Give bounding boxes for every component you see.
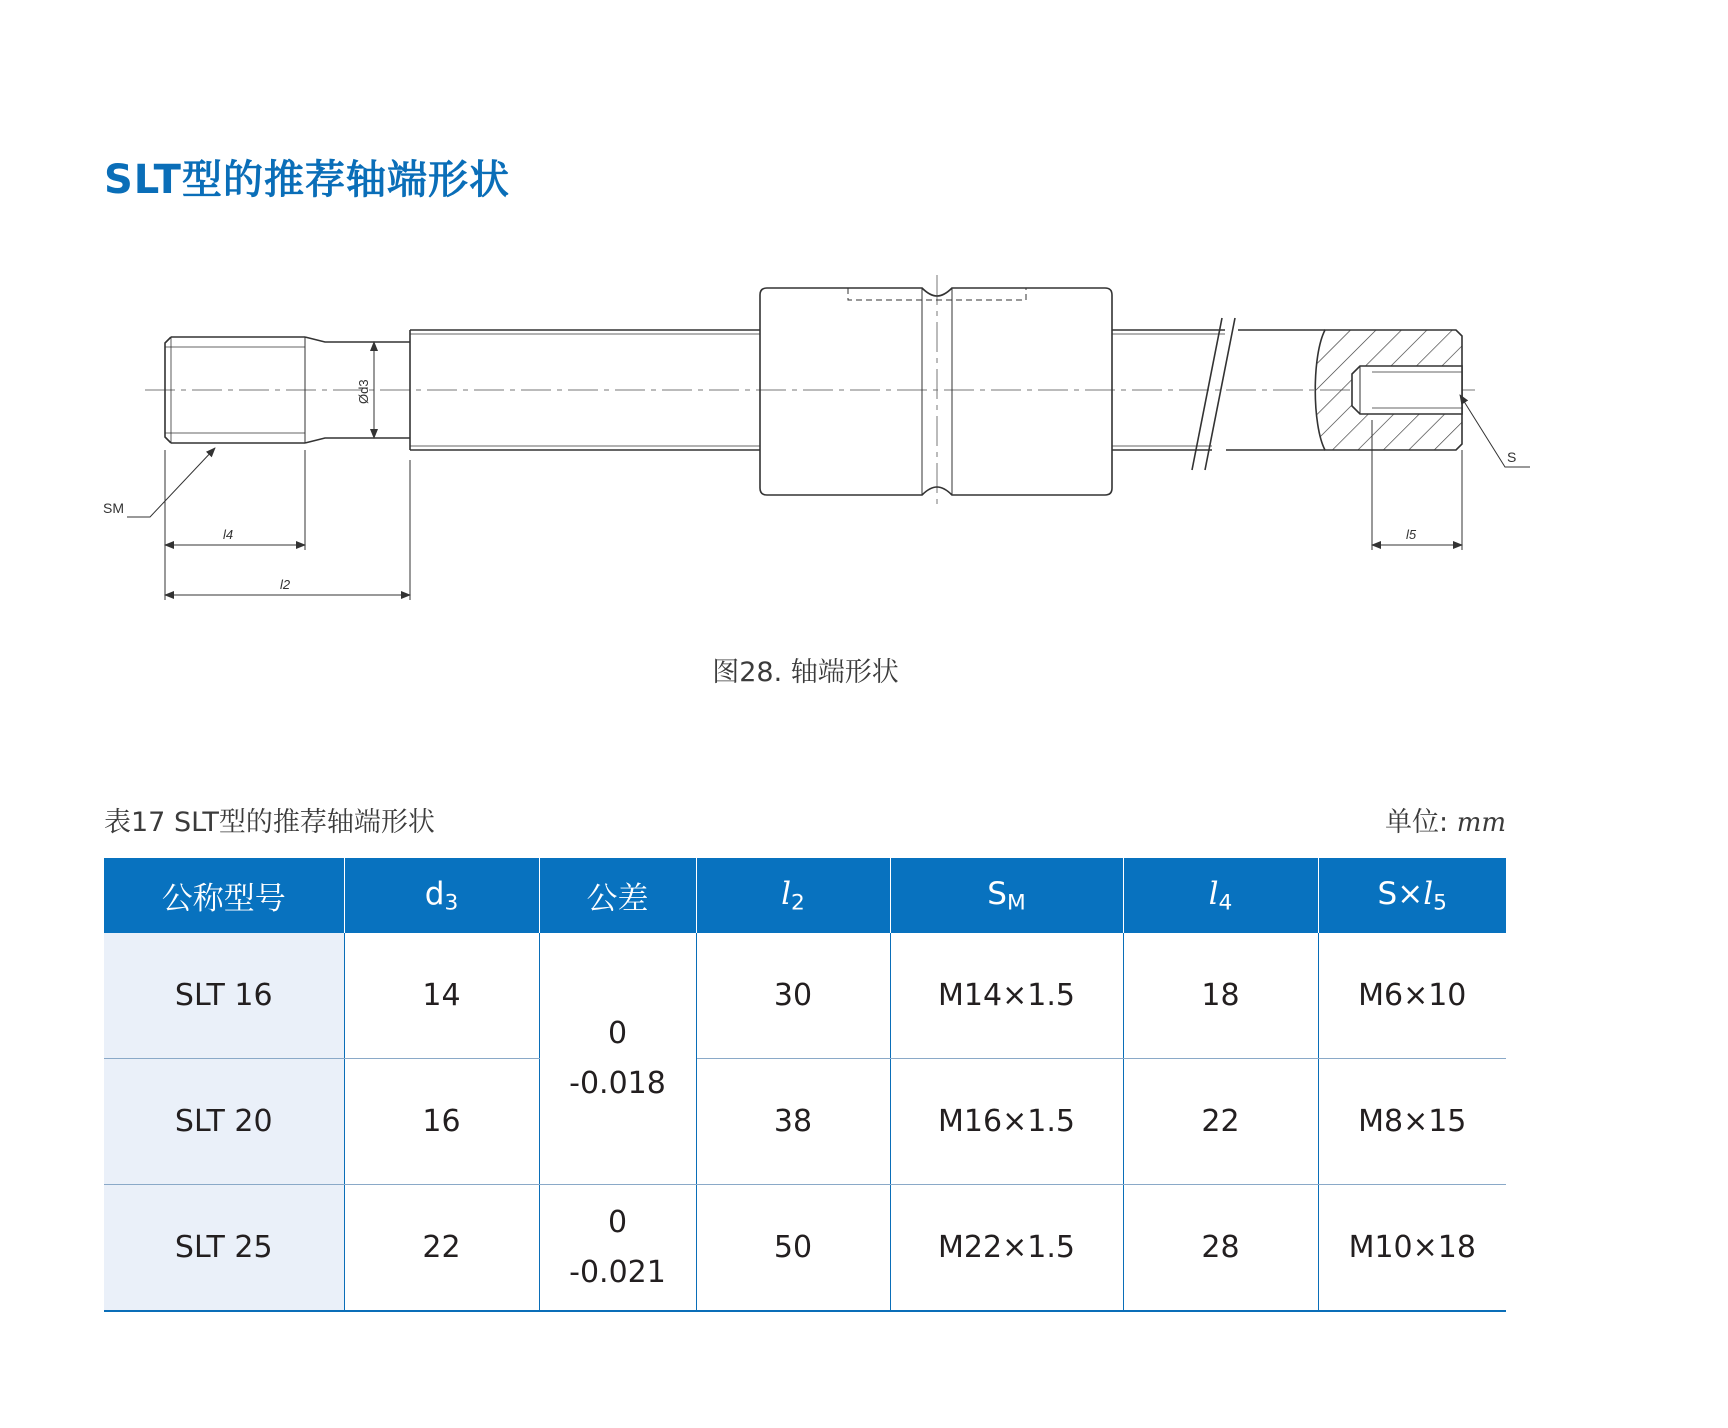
label-d3: Ød3 <box>356 379 371 404</box>
nut-body <box>760 288 1112 495</box>
cell-d3: 16 <box>344 1059 539 1185</box>
label-sm: SM <box>103 500 124 516</box>
sectioned-end <box>1315 330 1462 450</box>
cell-l4: 18 <box>1123 933 1318 1059</box>
unit-value: mm <box>1456 808 1506 838</box>
table-caption: 表17 SLT型的推荐轴端形状 <box>104 807 435 838</box>
cell-tolerance <box>539 933 696 1185</box>
cell-l2: 38 <box>696 1059 890 1185</box>
drawing-labels <box>103 379 1516 592</box>
shaft-end-table <box>104 858 1506 1312</box>
header-model: 公称型号 <box>104 858 344 933</box>
header-l4: $l_4$ <box>1123 858 1318 933</box>
header-tolerance: 公差 <box>539 858 696 933</box>
table-header-row <box>104 858 1506 933</box>
table-row <box>104 1059 1506 1185</box>
shaft-body <box>410 318 1325 470</box>
cell-sm: M22×1.5 <box>890 1185 1123 1312</box>
tolerance-upper: 0 <box>607 1204 628 1240</box>
cell-d3: 14 <box>344 933 539 1059</box>
shaft-end-drawing <box>0 0 1728 700</box>
cell-l4: 28 <box>1123 1185 1318 1312</box>
tolerance-upper: 0 <box>607 1015 628 1051</box>
label-l5: l5 <box>1406 527 1417 542</box>
cell-model: SLT 20 <box>104 1059 344 1185</box>
cell-sm: M16×1.5 <box>890 1059 1123 1185</box>
table-row <box>104 1185 1506 1312</box>
tolerance-lower: -0.021 <box>569 1254 666 1290</box>
cell-l2: 30 <box>696 933 890 1059</box>
cell-s-l5: M6×10 <box>1318 933 1506 1059</box>
unit-text: 单位: <box>1384 807 1449 838</box>
label-l4: l4 <box>223 527 234 542</box>
page-title: SLT型的推荐轴端形状 <box>104 157 510 203</box>
header-l2: $l_2$ <box>696 858 890 933</box>
cell-l4: 22 <box>1123 1059 1318 1185</box>
figure-caption: 图28. 轴端形状 <box>712 657 899 688</box>
table-row <box>104 933 1506 1059</box>
header-d3: $d_3$ <box>344 858 539 933</box>
cell-model: SLT 16 <box>104 933 344 1059</box>
unit-label <box>1385 800 1506 839</box>
cell-model: SLT 25 <box>104 1185 344 1312</box>
cell-s-l5: M10×18 <box>1318 1185 1506 1312</box>
cell-sm: M14×1.5 <box>890 933 1123 1059</box>
label-s: S <box>1507 449 1517 465</box>
cell-l2: 50 <box>696 1185 890 1312</box>
cell-tolerance <box>539 1185 696 1312</box>
label-l2: l2 <box>280 577 291 592</box>
header-sm: $S_M$ <box>890 858 1123 933</box>
centerline <box>145 275 1475 505</box>
tolerance-lower: -0.018 <box>569 1065 666 1101</box>
cell-d3: 22 <box>344 1185 539 1312</box>
header-s-l5: $S\times l_5$ <box>1318 858 1506 933</box>
cell-s-l5: M8×15 <box>1318 1059 1506 1185</box>
